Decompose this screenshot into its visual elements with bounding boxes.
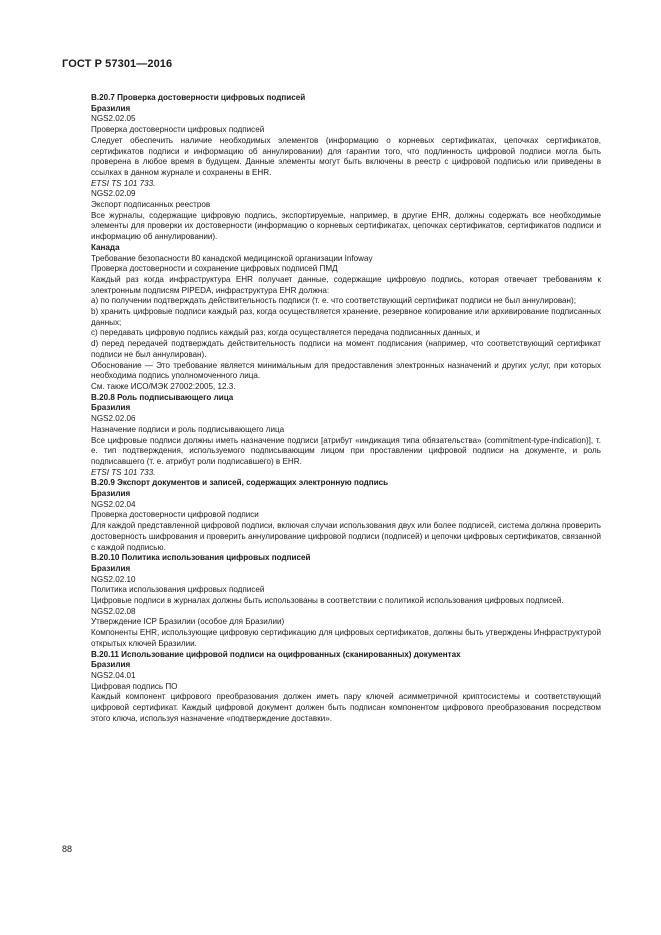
paragraph: c) передавать цифровую подпись каждый раз, когда осуществляется передача подписанных данных, и <box>91 328 480 338</box>
paragraph: NGS2.04.01 <box>91 670 136 680</box>
section-heading: Бразилия <box>91 563 131 573</box>
paragraph: NGS2.02.10 <box>91 574 136 584</box>
paragraph: Утверждение ICP Бразилии (особое для Бразилии) <box>91 617 285 627</box>
section-heading: Бразилия <box>91 489 131 499</box>
paragraph: NGS2.02.06 <box>91 414 136 424</box>
paragraph: Цифровая подпись ПО <box>91 681 178 691</box>
paragraph: Требование безопасности 80 канадской медицинской организации Infoway <box>91 253 373 263</box>
paragraph: Каждый компонент цифрового преобразования должен иметь пару ключей асимметричной криптосистемы и соответствующий цифровой сертификат. Каждый цифровой документ должен быть подписан компонентом цифрового преобразования посредством этого ключа, используя назначение «подтверждение доставки». <box>91 692 601 723</box>
paragraph: NGS2.02.09 <box>91 189 136 199</box>
page-number: 88 <box>62 844 73 854</box>
section-heading: Бразилия <box>91 403 131 413</box>
section-heading: Бразилия <box>91 660 131 670</box>
paragraph: Компоненты EHR, использующие цифровую сертификацию для цифровых сертификатов, должны быть утверждены Инфраструктурой открытых ключей Бразилии. <box>91 628 601 648</box>
paragraph: Проверка достоверности и сохранение цифровых подписей ПМД <box>91 264 338 274</box>
paragraph: NGS2.02.05 <box>91 114 136 124</box>
paragraph: Для каждой представленной цифровой подписи, включая случаи использования двух или более подписей, система должна проверить достоверность шифрования и проверить аннулирование цифровой подписи (подписей) и цепочки цифровых сертификатов, связанной с каждой подписью. <box>91 521 601 552</box>
paragraph: Цифровые подписи в журналах должны быть использованы в соответствии с политикой использования цифровых подписей. <box>91 596 564 606</box>
reference-note: ETSI TS 101 733. <box>91 467 156 477</box>
paragraph: Экспорт подписанных реестров <box>91 200 211 210</box>
paragraph: NGS2.02.04 <box>91 499 136 509</box>
document-body <box>91 93 601 724</box>
section-heading: В.20.10 Политика использования цифровых подписей <box>91 553 311 563</box>
paragraph: Проверка достоверности цифровых подписей <box>91 125 265 135</box>
section-heading: В.20.9 Экспорт документов и записей, содержащих электронную подпись <box>91 478 389 488</box>
paragraph: Следует обеспечить наличие необходимых элементов (информацию о корневых сертификатах, цепочках сертификатов, сертификатов подписи и информацию об аннулировании) для гарантии того, что подлинность цифровой подписи могла быть проверена в любое время в будущем. Данные элементы могут быть включены в реестр с цифровой подписью или приведены в ссылках в данном журнале и сохранены в EHR. <box>91 135 601 177</box>
paragraph: Все цифровые подписи должны иметь назначение подписи [атрибут «индикация типа обязательства» (commitment-type-indication)], т. е. тип подтверждения, используемого подписывающим лицом при проставлении цифровой подписи на документе, и роль подписавшего (т. е. атрибут роли подписавшего) в EHR. <box>91 435 601 466</box>
paragraph: См. также ИСО/МЭК 27002:2005, 12.3. <box>91 381 236 391</box>
paragraph: Политика использования цифровых подписей <box>91 585 265 595</box>
section-heading: Канада <box>91 242 120 252</box>
paragraph: Все журналы, содержащие цифровую подпись, экспортируемые, например, в другие EHR, должны содержать все необходимые элементы для проверки их достоверности (информацию о корневых сертификатах, цепочках сертификатов, сертификатов подписи и информацию об аннулировании). <box>91 210 601 242</box>
paragraph: Обоснование — Это требование является минимальным для предоставления электронных назначений и других услуг, при которых необходима подпись уполномоченного лица. <box>91 360 601 381</box>
paragraph: Проверка достоверности цифровой подписи <box>91 510 259 520</box>
section-heading: В.20.7 Проверка достоверности цифровых подписей <box>91 93 306 102</box>
paragraph: d) перед передачей подтверждать действительность подписи на момент подписания (например, что соответствующий сертификат подписи не был аннулирован). <box>91 339 601 359</box>
section-heading: Бразилия <box>91 103 131 113</box>
reference-note: ETSI TS 101 733. <box>91 178 156 188</box>
section-heading: В.20.8 Роль подписывающего лица <box>91 392 234 402</box>
paragraph: Каждый раз когда инфраструктура EHR получает данные, содержащие цифровую подпись, которая отвечает требованиям к электронным подписям PIPEDA, инфраструктура EHR должна: <box>91 274 601 295</box>
paragraph: NGS2.02.08 <box>91 606 136 616</box>
document-header-title: ГОСТ Р 57301—2016 <box>62 58 173 70</box>
paragraph: b) хранить цифровые подписи каждый раз, когда осуществляется хранение, резервное копирование или архивирование подписанных данных; <box>91 307 601 327</box>
paragraph: a) по получении подтверждать действительность подписи (т. е. что соответствующий сертификат подписи не был аннулирован); <box>91 296 576 306</box>
section-heading: В.20.11 Использование цифровой подписи на оцифрованных (сканированных) документах <box>91 649 461 659</box>
paragraph: Назначение подписи и роль подписывающего лица <box>91 424 285 434</box>
